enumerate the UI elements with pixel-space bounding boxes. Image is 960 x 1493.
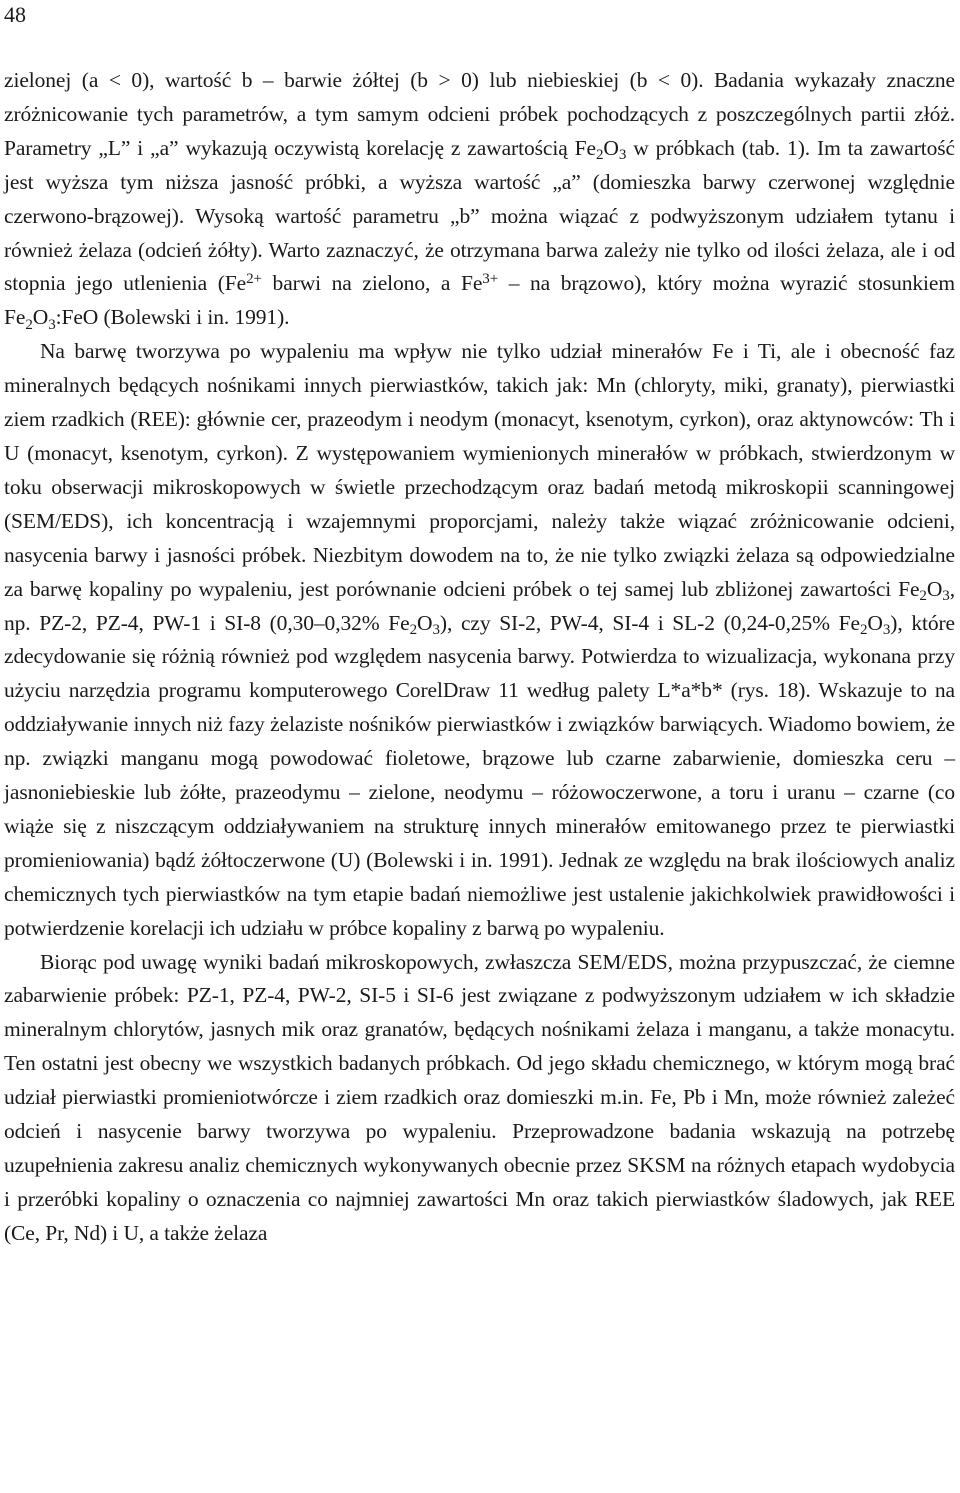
- superscript: 2+: [246, 270, 262, 287]
- subscript: 3: [942, 588, 950, 605]
- paragraph-3: [4, 946, 955, 1251]
- subscript: 2: [919, 588, 927, 605]
- subscript: 2: [595, 147, 604, 164]
- subscript: 2: [25, 316, 33, 333]
- text-run: Biorąc pod uwagę wyniki badań mikroskopowych, zwłaszcza SEM/EDS, można przypuszczać, że ciemne zabarwienie próbek: PZ-1, PZ-4, PW-2, SI-5 i SI-6 jest związane z podwyższonym udziałem w ich składzie mineralnym chlorytów, jasnych mik oraz granatów, będących nośnikami żelaza i manganu, a także monacytu. Ten ostatni jest obecny we wszystkich badanych próbkach. Od jego składu chemicznego, w którym mogą brać udział pierwiastki promieniotwórcze i ziem rzadkich oraz domieszki m.in. Fe, Pb i Mn, może również zależeć odcień i nasycenie barwy tworzywa po wypaleniu. Przeprowadzone badania wskazują na potrzebę uzupełnienia zakresu analiz chemicznych wykonywanych obecnie przez SKSM na różnych etapach wydobycia i przeróbki kopaliny o oznaczenia co najmniej zawartości Mn oraz takich pierwiastków śladowych, jak REE (Ce, Pr, Nd) i U, a także żelaza: [4, 949, 955, 1245]
- text-run: , np. PZ-2, PZ-4, PW-1 i SI-8 (0,30–0,32% Fe: [4, 576, 955, 635]
- text-run: O: [603, 135, 619, 160]
- text-run: zielonej (a < 0), wartość b – barwie żółtej (b > 0) lub niebieskiej (b < 0). Badania wykazały znaczne zróżnicowanie tych parametrów, a tym samym odcieni próbek pochodzących z poszczególnych partii złóż. Parametry „L” i „a” wykazują oczywistą korelację z zawartością Fe: [4, 68, 955, 160]
- page-number: 48: [4, 2, 26, 27]
- text-run: O: [926, 576, 943, 601]
- subscript: 2: [859, 622, 868, 638]
- subscript: 3: [432, 622, 440, 638]
- text-run: w próbkach (tab. 1). Im ta zawartość jest wyższa tym niższa jasność próbki, a wyższa wartość „a” (domieszka barwy czerwonej względnie czerwono-brązowej). Wysoką wartość parametru „b” można wiązać z podwyższonym udziałem tytanu i również żelaza (odcień żółty). Warto zaznaczyć, że otrzymana barwa zależy nie tylko od ilości żelaza, ale i od stopnia jego utlenienia (Fe: [4, 135, 955, 296]
- text-run: – na brązowo), który można wyrazić stosunkiem Fe: [4, 271, 955, 330]
- text-run: :FeO (Bolewski i in. 1991).: [55, 305, 290, 330]
- subscript: 2: [409, 622, 418, 638]
- subscript: 3: [618, 147, 627, 164]
- paragraph-2: [4, 335, 955, 945]
- body-text: [4, 64, 955, 1251]
- text-run: ), czy SI-2, PW-4, SI-4 i SL-2 (0,24-0,25% Fe: [439, 610, 860, 635]
- text-run: O: [867, 610, 883, 635]
- text-run: Na barwę tworzywa po wypaleniu ma wpływ nie tylko udział minerałów Fe i Ti, ale i obecność faz mineralnych będących nośnikami innych pierwiastków, takich jak: Mn (chloryty, miki, granaty), pierwiastki ziem rzadkich (REE): głównie cer, prazeodym i neodym (monacyt, ksenotym, cyrkon), oraz aktynowców: Th i U (monacyt, ksenotym, cyrkon). Z występowaniem wymienionych minerałów w próbkach, stwierdzonym w toku obserwacji mikroskopowych w świetle przechodzącym oraz badań metodą mikroskopii scanningowej (SEM/EDS), ich koncentracją i wzajemnymi proporcjami, należy także wiązać zróżnicowanie odcieni, nasycenia barwy i jasności próbek. Niezbitym dowodem na to, że nie tylko związki żelaza są odpowiedzialne za barwę kopaliny po wypaleniu, jest porównanie odcieni próbek o tej samej lub zbliżonej zawartości Fe: [4, 339, 955, 601]
- subscript: 3: [48, 316, 56, 333]
- text-run: O: [417, 610, 433, 635]
- text-run: O: [32, 305, 49, 330]
- superscript: 3+: [482, 270, 499, 287]
- paragraph-1: [4, 64, 955, 335]
- text-run: barwi na zielono, a Fe: [261, 271, 483, 296]
- text-run: ), które zdecydowanie się różnią również pod względem nasycenia barwy. Potwierdza to wizualizacja, wykonana przy użyciu narzędzia programu komputerowego CorelDraw 11 według palety L*a*b* (rys. 18). Wskazuje to na oddziaływanie innych niż fazy żelaziste nośników pierwiastków i związków barwiących. Wiadomo bowiem, że np. związki manganu mogą powodować fioletowe, brązowe lub czarne zabarwienie, domieszka ceru – jasnoniebieskie lub żółte, prazeodymu – zielone, neodymu – różowoczerwone, a toru i uranu – czarne (co wiąże się z niszczącym oddziaływaniem na strukturę innych minerałów emitowanego przez te pierwiastki promieniowania) bądź żółtoczerwone (U) (Bolewski i in. 1991). Jednak ze względu na brak ilościowych analiz chemicznych tych pierwiastków na tym etapie badań niemożliwe jest ustalenie jakichkolwiek prawidłowości i potwierdzenie korelacji ich udziału w próbce kopaliny z barwą po wypaleniu.: [4, 610, 955, 940]
- subscript: 3: [882, 622, 891, 638]
